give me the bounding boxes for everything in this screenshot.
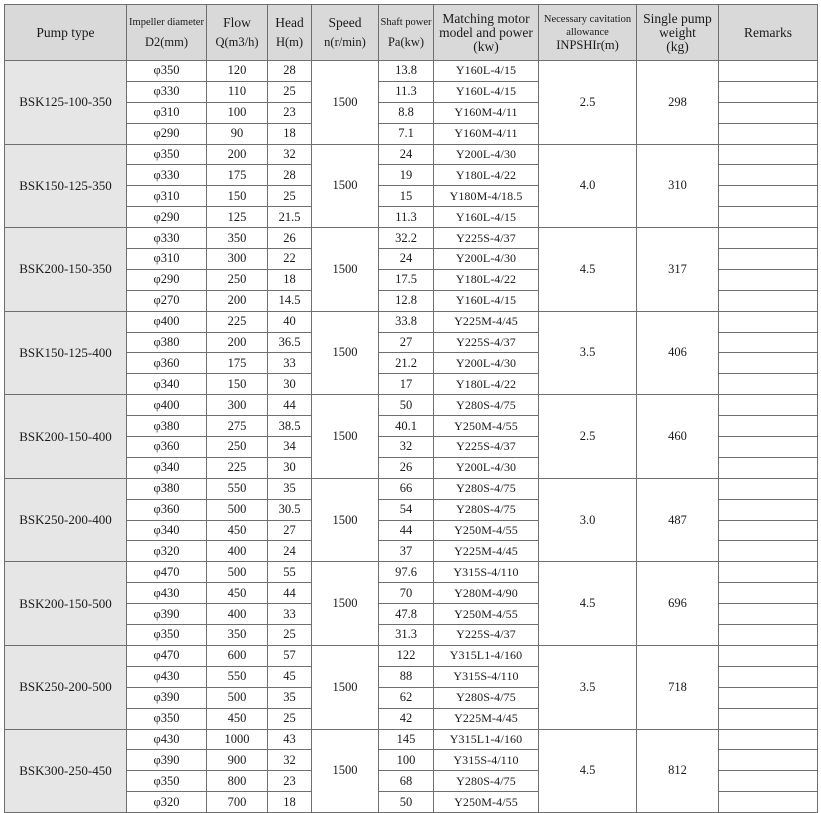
impeller-diameter-cell: φ400 (127, 395, 207, 416)
flow-cell: 150 (207, 186, 268, 207)
motor-model-cell: Y200L-4/30 (434, 144, 539, 165)
shaft-power-cell: 24 (379, 249, 434, 270)
head-cell: 38.5 (268, 416, 312, 437)
header-shaft-power (379, 5, 434, 61)
flow-cell: 500 (207, 687, 268, 708)
table-row (5, 144, 818, 165)
speed-cell: 1500 (312, 144, 379, 228)
flow-cell: 250 (207, 437, 268, 458)
shaft-power-cell: 19 (379, 165, 434, 186)
head-cell: 21.5 (268, 207, 312, 228)
remarks-cell (719, 123, 818, 144)
flow-cell: 500 (207, 562, 268, 583)
remarks-cell (719, 499, 818, 520)
head-cell: 26 (268, 228, 312, 249)
shaft-power-cell: 66 (379, 478, 434, 499)
motor-model-cell: Y180L-4/22 (434, 269, 539, 290)
weight-cell: 310 (637, 144, 719, 228)
header-pump-type: Pump type (5, 5, 127, 61)
head-cell: 35 (268, 687, 312, 708)
impeller-diameter-cell: φ390 (127, 604, 207, 625)
remarks-cell (719, 61, 818, 82)
motor-model-cell: Y180L-4/22 (434, 374, 539, 395)
motor-model-cell: Y160M-4/11 (434, 123, 539, 144)
remarks-cell (719, 290, 818, 311)
weight-cell: 487 (637, 478, 719, 562)
table-row (5, 228, 818, 249)
shaft-power-cell: 42 (379, 708, 434, 729)
impeller-diameter-cell: φ310 (127, 102, 207, 123)
header-speed-unit: n(r/min) (324, 35, 366, 49)
shaft-power-cell: 44 (379, 520, 434, 541)
remarks-cell (719, 311, 818, 332)
remarks-cell (719, 165, 818, 186)
npsh-cell: 2.5 (539, 395, 637, 479)
flow-cell: 700 (207, 792, 268, 813)
motor-model-cell: Y250M-4/55 (434, 792, 539, 813)
remarks-cell (719, 144, 818, 165)
head-cell: 30 (268, 457, 312, 478)
flow-cell: 300 (207, 395, 268, 416)
pump-type-cell: BSK200-150-350 (5, 228, 127, 312)
head-cell: 32 (268, 750, 312, 771)
weight-cell: 696 (637, 562, 719, 646)
impeller-diameter-cell: φ320 (127, 792, 207, 813)
head-cell: 18 (268, 123, 312, 144)
speed-cell: 1500 (312, 729, 379, 813)
flow-cell: 175 (207, 353, 268, 374)
head-cell: 18 (268, 792, 312, 813)
shaft-power-cell: 122 (379, 645, 434, 666)
speed-cell: 1500 (312, 562, 379, 646)
header-flow-label: Flow (223, 15, 251, 30)
remarks-cell (719, 102, 818, 123)
remarks-cell (719, 478, 818, 499)
motor-model-cell: Y280S-4/75 (434, 687, 539, 708)
pump-type-cell: BSK200-150-400 (5, 395, 127, 479)
head-cell: 43 (268, 729, 312, 750)
impeller-diameter-cell: φ310 (127, 249, 207, 270)
head-cell: 18 (268, 269, 312, 290)
shaft-power-cell: 50 (379, 395, 434, 416)
head-cell: 25 (268, 186, 312, 207)
table-body (5, 61, 818, 813)
impeller-diameter-cell: φ430 (127, 666, 207, 687)
header-head (268, 5, 312, 61)
impeller-diameter-cell: φ390 (127, 687, 207, 708)
table-row (5, 311, 818, 332)
remarks-cell (719, 81, 818, 102)
remarks-cell (719, 708, 818, 729)
pump-type-cell: BSK150-125-350 (5, 144, 127, 228)
shaft-power-cell: 33.8 (379, 311, 434, 332)
header-impeller-diameter-label: Impeller diameter (129, 17, 204, 28)
npsh-cell: 3.5 (539, 311, 637, 395)
shaft-power-cell: 8.8 (379, 102, 434, 123)
head-cell: 30 (268, 374, 312, 395)
impeller-diameter-cell: φ430 (127, 583, 207, 604)
motor-model-cell: Y225S-4/37 (434, 332, 539, 353)
remarks-cell (719, 541, 818, 562)
flow-cell: 400 (207, 541, 268, 562)
shaft-power-cell: 13.8 (379, 61, 434, 82)
remarks-cell (719, 645, 818, 666)
motor-model-cell: Y225M-4/45 (434, 541, 539, 562)
motor-model-cell: Y315S-4/110 (434, 666, 539, 687)
flow-cell: 800 (207, 771, 268, 792)
flow-cell: 550 (207, 666, 268, 687)
motor-model-cell: Y180L-4/22 (434, 165, 539, 186)
shaft-power-cell: 7.1 (379, 123, 434, 144)
motor-model-cell: Y315L1-4/160 (434, 729, 539, 750)
flow-cell: 125 (207, 207, 268, 228)
impeller-diameter-cell: φ350 (127, 708, 207, 729)
weight-cell: 317 (637, 228, 719, 312)
remarks-cell (719, 186, 818, 207)
impeller-diameter-cell: φ380 (127, 478, 207, 499)
head-cell: 55 (268, 562, 312, 583)
impeller-diameter-cell: φ430 (127, 729, 207, 750)
table-row (5, 395, 818, 416)
flow-cell: 200 (207, 144, 268, 165)
header-remarks: Remarks (719, 5, 818, 61)
weight-cell: 406 (637, 311, 719, 395)
remarks-cell (719, 792, 818, 813)
flow-cell: 500 (207, 499, 268, 520)
table-row (5, 562, 818, 583)
motor-model-cell: Y160L-4/15 (434, 81, 539, 102)
impeller-diameter-cell: φ340 (127, 457, 207, 478)
flow-cell: 90 (207, 123, 268, 144)
flow-cell: 1000 (207, 729, 268, 750)
motor-model-cell: Y225M-4/45 (434, 311, 539, 332)
remarks-cell (719, 416, 818, 437)
motor-model-cell: Y180M-4/18.5 (434, 186, 539, 207)
header-flow (207, 5, 268, 61)
table-row (5, 478, 818, 499)
flow-cell: 175 (207, 165, 268, 186)
pump-type-cell: BSK250-200-400 (5, 478, 127, 562)
head-cell: 14.5 (268, 290, 312, 311)
impeller-diameter-cell: φ290 (127, 207, 207, 228)
impeller-diameter-cell: φ330 (127, 228, 207, 249)
motor-model-cell: Y225S-4/37 (434, 228, 539, 249)
head-cell: 40 (268, 311, 312, 332)
npsh-cell: 4.5 (539, 228, 637, 312)
header-head-label: Head (275, 15, 304, 30)
head-cell: 35 (268, 478, 312, 499)
impeller-diameter-cell: φ390 (127, 750, 207, 771)
shaft-power-cell: 54 (379, 499, 434, 520)
shaft-power-cell: 37 (379, 541, 434, 562)
motor-model-cell: Y225S-4/37 (434, 625, 539, 646)
shaft-power-cell: 88 (379, 666, 434, 687)
head-cell: 44 (268, 583, 312, 604)
impeller-diameter-cell: φ350 (127, 144, 207, 165)
header-flow-unit: Q(m3/h) (215, 35, 259, 49)
speed-cell: 1500 (312, 395, 379, 479)
motor-model-cell: Y200L-4/30 (434, 353, 539, 374)
flow-cell: 100 (207, 102, 268, 123)
flow-cell: 550 (207, 478, 268, 499)
shaft-power-cell: 24 (379, 144, 434, 165)
header-speed (312, 5, 379, 61)
header-shaft-power-unit: Pa(kw) (387, 35, 425, 49)
table-row (5, 729, 818, 750)
flow-cell: 350 (207, 625, 268, 646)
speed-cell: 1500 (312, 61, 379, 145)
pump-type-cell: BSK150-125-400 (5, 311, 127, 395)
motor-model-cell: Y225M-4/45 (434, 708, 539, 729)
shaft-power-cell: 27 (379, 332, 434, 353)
pump-spec-table (4, 4, 818, 813)
header-cavitation-line1: Necessary cavitation (543, 14, 632, 25)
head-cell: 32 (268, 144, 312, 165)
impeller-diameter-cell: φ470 (127, 562, 207, 583)
weight-cell: 298 (637, 61, 719, 145)
shaft-power-cell: 12.8 (379, 290, 434, 311)
flow-cell: 450 (207, 708, 268, 729)
motor-model-cell: Y250M-4/55 (434, 604, 539, 625)
shaft-power-cell: 21.2 (379, 353, 434, 374)
motor-model-cell: Y160M-4/11 (434, 102, 539, 123)
header-head-unit: H(m) (275, 35, 304, 49)
flow-cell: 225 (207, 457, 268, 478)
pump-type-cell: BSK200-150-500 (5, 562, 127, 646)
flow-cell: 110 (207, 81, 268, 102)
impeller-diameter-cell: φ380 (127, 332, 207, 353)
motor-model-cell: Y160L-4/15 (434, 61, 539, 82)
shaft-power-cell: 17.5 (379, 269, 434, 290)
head-cell: 44 (268, 395, 312, 416)
remarks-cell (719, 332, 818, 353)
shaft-power-cell: 32.2 (379, 228, 434, 249)
impeller-diameter-cell: φ360 (127, 437, 207, 458)
head-cell: 23 (268, 771, 312, 792)
motor-model-cell: Y315S-4/110 (434, 750, 539, 771)
shaft-power-cell: 145 (379, 729, 434, 750)
remarks-cell (719, 228, 818, 249)
shaft-power-cell: 15 (379, 186, 434, 207)
header-matching-motor (434, 5, 539, 61)
motor-model-cell: Y160L-4/15 (434, 207, 539, 228)
npsh-cell: 3.5 (539, 645, 637, 729)
table-row (5, 645, 818, 666)
flow-cell: 225 (207, 311, 268, 332)
weight-cell: 718 (637, 645, 719, 729)
pump-type-cell: BSK300-250-450 (5, 729, 127, 813)
impeller-diameter-cell: φ330 (127, 81, 207, 102)
remarks-cell (719, 269, 818, 290)
flow-cell: 200 (207, 332, 268, 353)
npsh-cell: 4.0 (539, 144, 637, 228)
head-cell: 23 (268, 102, 312, 123)
header-row (5, 5, 818, 61)
flow-cell: 600 (207, 645, 268, 666)
impeller-diameter-cell: φ320 (127, 541, 207, 562)
remarks-cell (719, 353, 818, 374)
remarks-cell (719, 750, 818, 771)
header-matching-motor-line2: model and power (439, 24, 533, 40)
shaft-power-cell: 62 (379, 687, 434, 708)
motor-model-cell: Y250M-4/55 (434, 416, 539, 437)
impeller-diameter-cell: φ290 (127, 269, 207, 290)
remarks-cell (719, 207, 818, 228)
shaft-power-cell: 97.6 (379, 562, 434, 583)
head-cell: 45 (268, 666, 312, 687)
shaft-power-cell: 47.8 (379, 604, 434, 625)
shaft-power-cell: 100 (379, 750, 434, 771)
head-cell: 28 (268, 165, 312, 186)
motor-model-cell: Y160L-4/15 (434, 290, 539, 311)
header-weight-line2: weight (659, 24, 696, 40)
flow-cell: 900 (207, 750, 268, 771)
head-cell: 36.5 (268, 332, 312, 353)
head-cell: 30.5 (268, 499, 312, 520)
remarks-cell (719, 666, 818, 687)
flow-cell: 150 (207, 374, 268, 395)
impeller-diameter-cell: φ470 (127, 645, 207, 666)
shaft-power-cell: 11.3 (379, 81, 434, 102)
npsh-cell: 4.5 (539, 729, 637, 813)
impeller-diameter-cell: φ350 (127, 61, 207, 82)
flow-cell: 450 (207, 583, 268, 604)
head-cell: 24 (268, 541, 312, 562)
impeller-diameter-cell: φ340 (127, 520, 207, 541)
head-cell: 34 (268, 437, 312, 458)
header-weight-line1: Single pump (643, 10, 712, 26)
header-impeller-diameter (127, 5, 207, 61)
shaft-power-cell: 40.1 (379, 416, 434, 437)
remarks-cell (719, 687, 818, 708)
flow-cell: 450 (207, 520, 268, 541)
impeller-diameter-cell: φ350 (127, 771, 207, 792)
flow-cell: 300 (207, 249, 268, 270)
remarks-cell (719, 771, 818, 792)
impeller-diameter-cell: φ380 (127, 416, 207, 437)
motor-model-cell: Y280S-4/75 (434, 478, 539, 499)
remarks-cell (719, 583, 818, 604)
remarks-cell (719, 520, 818, 541)
remarks-cell (719, 562, 818, 583)
shaft-power-cell: 50 (379, 792, 434, 813)
impeller-diameter-cell: φ340 (127, 374, 207, 395)
header-matching-motor-line3: (kw) (473, 38, 499, 54)
flow-cell: 350 (207, 228, 268, 249)
header-weight-line3: (kg) (666, 38, 689, 54)
header-speed-label: Speed (328, 15, 362, 30)
head-cell: 57 (268, 645, 312, 666)
head-cell: 25 (268, 625, 312, 646)
table-row (5, 61, 818, 82)
remarks-cell (719, 374, 818, 395)
motor-model-cell: Y280S-4/75 (434, 771, 539, 792)
motor-model-cell: Y200L-4/30 (434, 249, 539, 270)
motor-model-cell: Y280S-4/75 (434, 395, 539, 416)
shaft-power-cell: 70 (379, 583, 434, 604)
speed-cell: 1500 (312, 311, 379, 395)
remarks-cell (719, 729, 818, 750)
shaft-power-cell: 31.3 (379, 625, 434, 646)
npsh-cell: 3.0 (539, 478, 637, 562)
shaft-power-cell: 11.3 (379, 207, 434, 228)
header-weight (637, 5, 719, 61)
head-cell: 25 (268, 81, 312, 102)
shaft-power-cell: 68 (379, 771, 434, 792)
flow-cell: 200 (207, 290, 268, 311)
npsh-cell: 2.5 (539, 61, 637, 145)
header-matching-motor-line1: Matching motor (442, 10, 530, 26)
impeller-diameter-cell: φ330 (127, 165, 207, 186)
flow-cell: 275 (207, 416, 268, 437)
motor-model-cell: Y315S-4/110 (434, 562, 539, 583)
impeller-diameter-cell: φ270 (127, 290, 207, 311)
impeller-diameter-cell: φ290 (127, 123, 207, 144)
pump-type-cell: BSK250-200-500 (5, 645, 127, 729)
flow-cell: 400 (207, 604, 268, 625)
weight-cell: 460 (637, 395, 719, 479)
impeller-diameter-cell: φ360 (127, 353, 207, 374)
flow-cell: 250 (207, 269, 268, 290)
speed-cell: 1500 (312, 228, 379, 312)
motor-model-cell: Y280M-4/90 (434, 583, 539, 604)
weight-cell: 812 (637, 729, 719, 813)
impeller-diameter-cell: φ360 (127, 499, 207, 520)
motor-model-cell: Y280S-4/75 (434, 499, 539, 520)
motor-model-cell: Y315L1-4/160 (434, 645, 539, 666)
head-cell: 28 (268, 61, 312, 82)
motor-model-cell: Y200L-4/30 (434, 457, 539, 478)
pump-type-cell: BSK125-100-350 (5, 61, 127, 145)
header-cavitation-line2: allowance (566, 27, 609, 38)
impeller-diameter-cell: φ350 (127, 625, 207, 646)
motor-model-cell: Y225S-4/37 (434, 437, 539, 458)
head-cell: 33 (268, 353, 312, 374)
npsh-cell: 4.5 (539, 562, 637, 646)
remarks-cell (719, 437, 818, 458)
remarks-cell (719, 249, 818, 270)
shaft-power-cell: 32 (379, 437, 434, 458)
head-cell: 27 (268, 520, 312, 541)
head-cell: 25 (268, 708, 312, 729)
remarks-cell (719, 625, 818, 646)
header-shaft-power-label: Shaft power (380, 17, 432, 28)
speed-cell: 1500 (312, 645, 379, 729)
shaft-power-cell: 17 (379, 374, 434, 395)
header-cavitation (539, 5, 637, 61)
header-impeller-diameter-unit: D2(mm) (144, 35, 189, 49)
speed-cell: 1500 (312, 478, 379, 562)
flow-cell: 120 (207, 61, 268, 82)
header-cavitation-line3: INPSHIr(m) (556, 38, 619, 52)
remarks-cell (719, 395, 818, 416)
head-cell: 22 (268, 249, 312, 270)
impeller-diameter-cell: φ400 (127, 311, 207, 332)
motor-model-cell: Y250M-4/55 (434, 520, 539, 541)
head-cell: 33 (268, 604, 312, 625)
shaft-power-cell: 26 (379, 457, 434, 478)
remarks-cell (719, 604, 818, 625)
impeller-diameter-cell: φ310 (127, 186, 207, 207)
remarks-cell (719, 457, 818, 478)
